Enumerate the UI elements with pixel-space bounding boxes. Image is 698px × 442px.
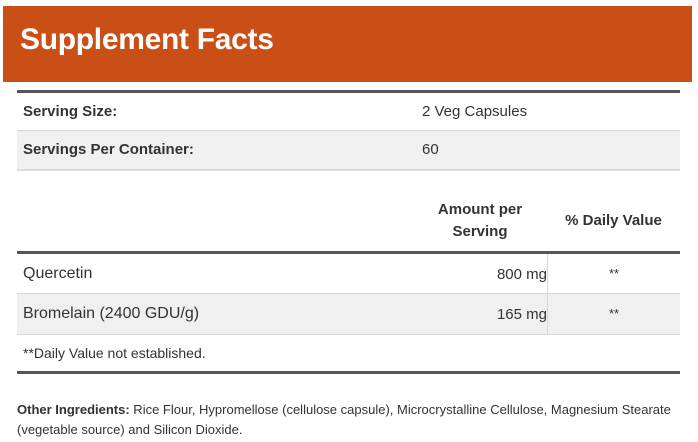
serving-size-row — [17, 93, 680, 131]
nutrient-daily-value: ** — [547, 294, 680, 334]
nutrient-row — [17, 254, 680, 294]
nutrient-name: Bromelain (2400 GDU/g) — [23, 305, 200, 322]
nutrient-amount: 800 mg — [496, 266, 547, 283]
serving-size-label: Serving Size: — [23, 103, 118, 120]
other-ingredients-label: Other Ingredients: — [17, 402, 130, 417]
servings-per-container-label: Servings Per Container: — [23, 141, 194, 158]
amount-header-line2: Serving — [452, 223, 508, 240]
supplement-facts-header — [3, 6, 692, 82]
nutrient-daily-value: ** — [547, 254, 680, 294]
nutrient-bottom-rule — [17, 334, 680, 335]
serving-size-value: 2 Veg Capsules — [422, 103, 528, 120]
nutrient-amount: 165 mg — [496, 306, 547, 323]
daily-value-header: % Daily Value — [565, 212, 662, 229]
nutrient-name: Quercetin — [23, 265, 93, 282]
nutrient-row — [17, 294, 680, 334]
servings-per-container-value: 60 — [422, 141, 439, 158]
servings-per-container-row — [17, 131, 680, 169]
header-title: Supplement Facts — [20, 23, 274, 56]
daily-value-footnote: **Daily Value not established. — [23, 345, 206, 361]
other-ingredients-text: Rice Flour, Hypromellose (cellulose capsule), Microcrystalline Cellulose, Magnesium Stearate (vegetable source) and Silicon Dioxide. — [17, 402, 671, 437]
other-ingredients — [17, 400, 680, 440]
amount-per-serving-header — [430, 199, 530, 243]
amount-header-line1: Amount per — [437, 201, 523, 218]
serving-section-rule — [17, 169, 680, 171]
bottom-rule — [17, 371, 680, 374]
